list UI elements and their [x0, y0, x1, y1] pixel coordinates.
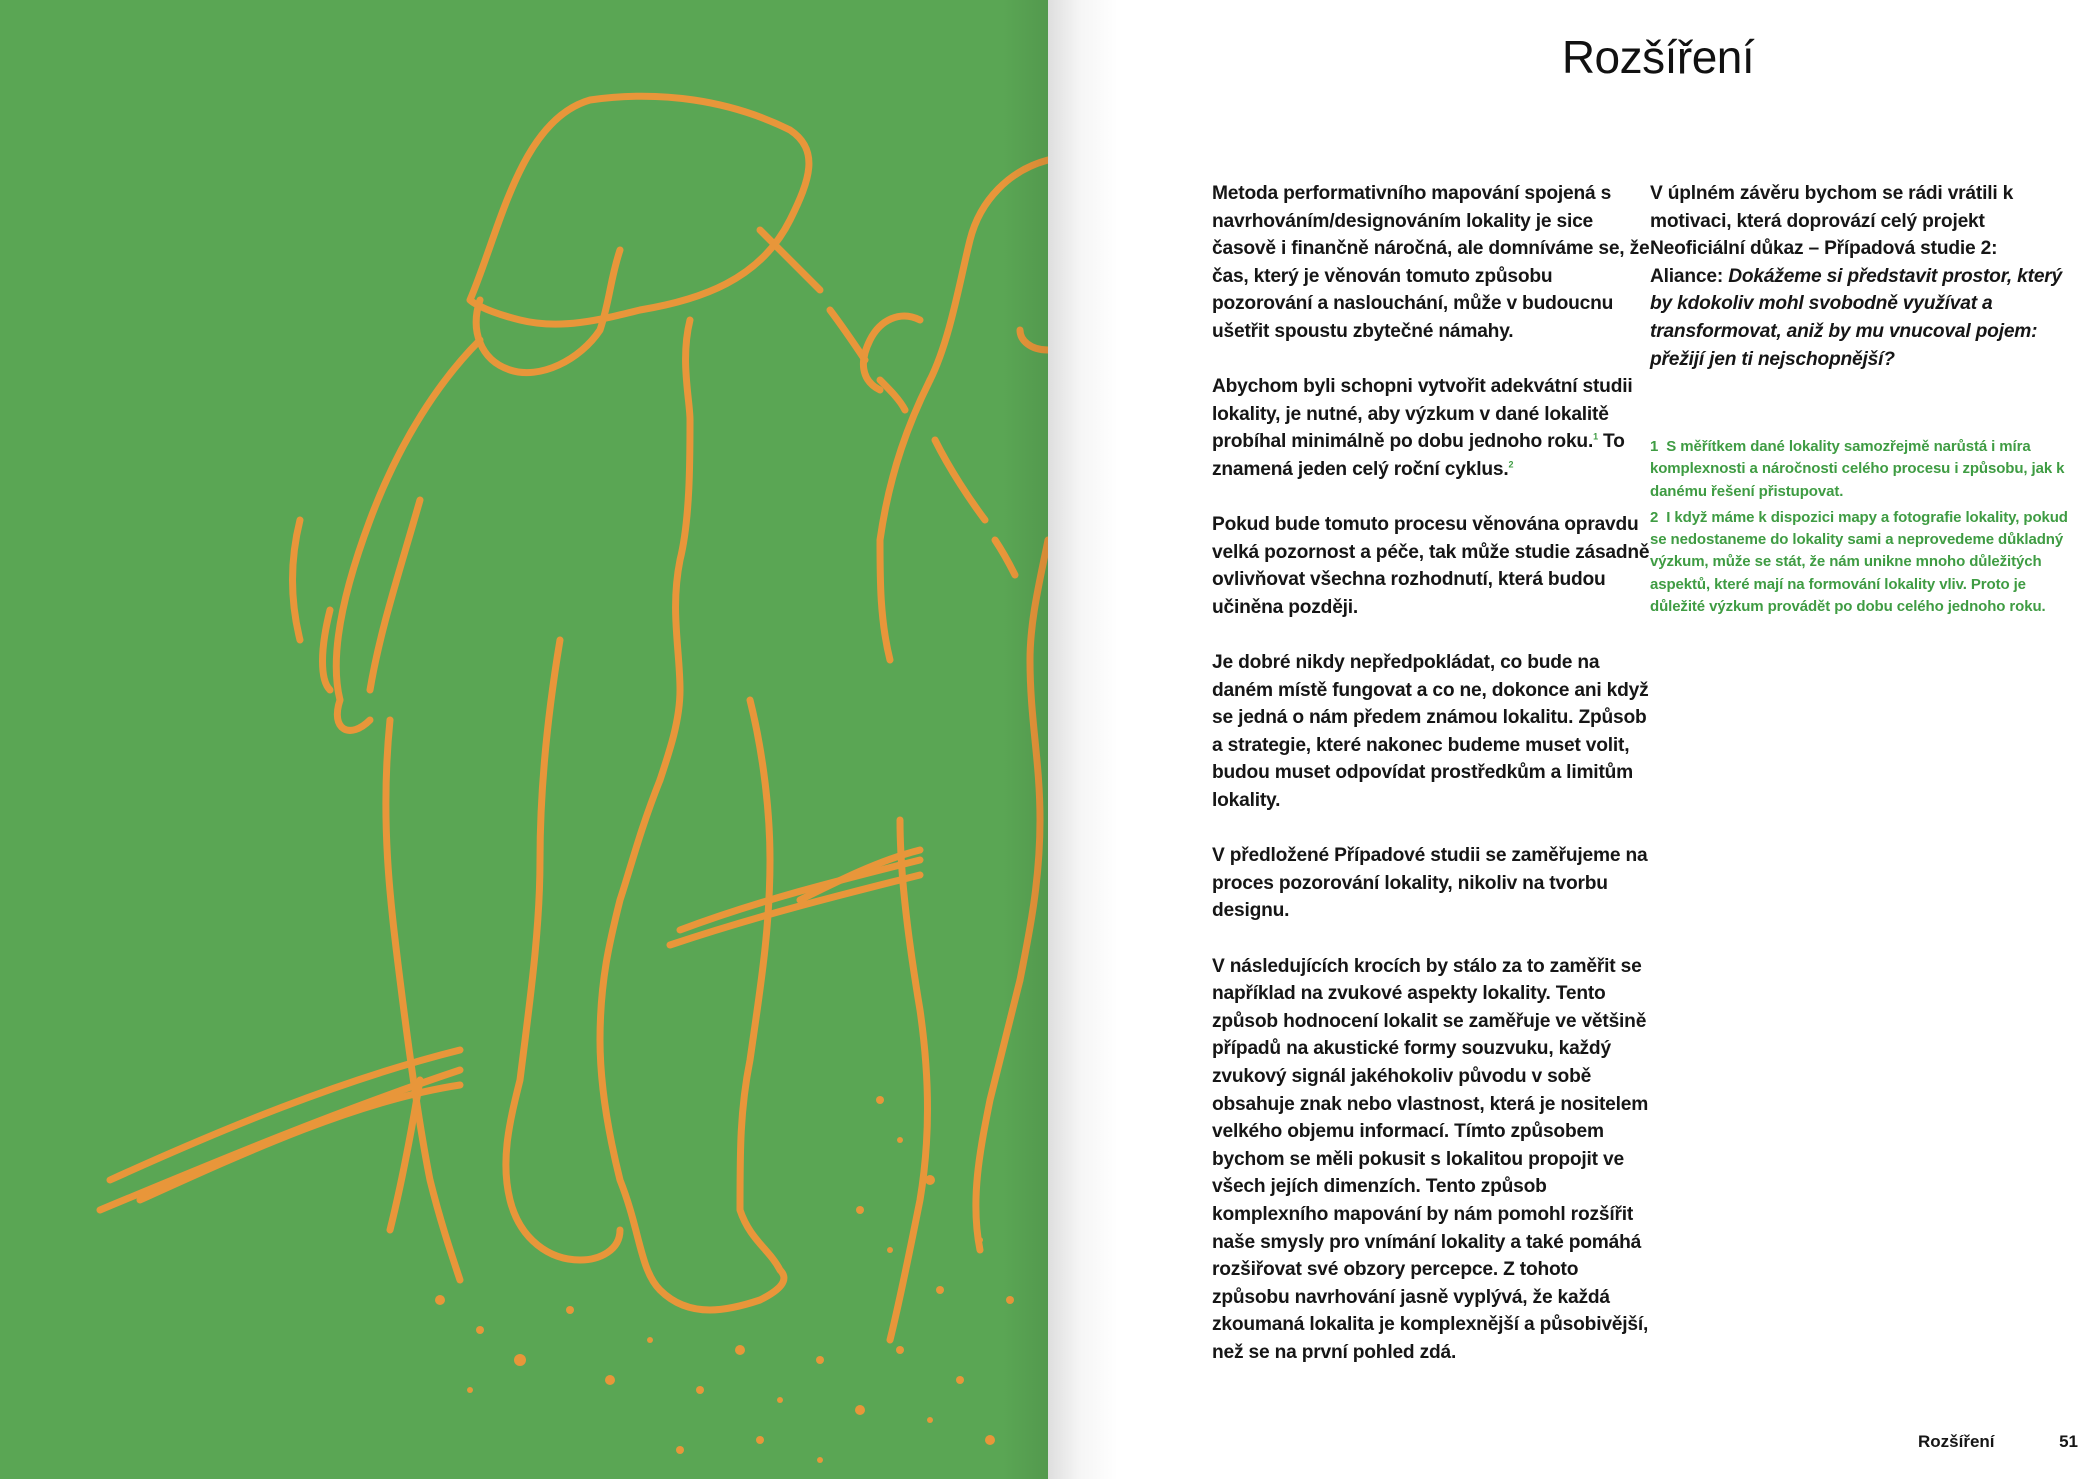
footnote-text: S měřítkem dané lokality samozřejmě narůstá i míra komplexnosti a náročnosti celého procesu i způsobu, jak k danému řešení přistupovat.	[1650, 438, 2065, 500]
footnote-2	[1650, 507, 2070, 618]
main-text-column	[1212, 180, 1652, 1394]
gutter-shadow	[1048, 0, 1118, 1479]
footnote-number: 1	[1650, 438, 1659, 455]
footnote-ref-1[interactable]: 1	[1593, 431, 1598, 442]
paragraph: V předložené Případové studii se zaměřujeme na proces pozorování lokality, nikoliv na tvorbu designu.	[1212, 845, 1648, 922]
paragraph-text: Abychom byli schopni vytvořit adekvátní studii lokality, je nutné, aby výzkum v dané lokalitě probíhal minimálně po dobu jednoho roku.	[1212, 376, 1633, 453]
paragraph: Pokud bude tomuto procesu věnována opravdu velká pozornost a péče, tak může studie zásadně ovlivňovat všechna rozhodnutí, která budou učiněna později.	[1212, 514, 1650, 618]
page-number: 51	[2059, 1432, 2078, 1451]
footnote-1	[1650, 436, 2070, 503]
gutter-shade	[1002, 0, 1048, 1479]
footnotes	[1650, 436, 2070, 622]
footnote-ref-2[interactable]: 2	[1508, 459, 1514, 470]
footnote-number: 2	[1650, 508, 1659, 526]
paragraph-text: To znamená jeden celý roční cyklus.	[1212, 431, 1625, 480]
paragraph: V následujících krocích by stálo za to zaměřit se například na zvukové aspekty lokality. Tento způsob hodnocení lokalit se zaměřuje ve většině případů na akustické formy souzvuku, každý zvukový signál jakéhokoliv původu v sobě obsahuje znak nebo vlastnost, která je nositelem velkého objemu informací. Tímto způsobem bychom se měli pokusit s lokalitou propojit ve všech jejích dimenzích. Tento způsob komplexního mapování by nám pomohl rozšířit naše smysly pro vnímání lokality a také pomáhá rozšiřovat své obzory percepce. Z tohoto způsobu navrhování jasně vyplývá, že každá zkoumaná lokalita je komplexnější a působivější, než se na první pohled zdá.	[1212, 955, 1649, 1363]
text-page	[1048, 0, 2096, 1479]
closing-intro: V úplném závěru bychom se rádi vrátili k motivaci, která doprovází celý projekt Neoficiální důkaz – Případová studie 2: Aliance:	[1650, 183, 2014, 287]
side-text-column	[1650, 180, 2070, 401]
closing-quote: Dokážeme si představit prostor, který by kdokoliv mohl svobodně využívat a transformovat, aniž by mu vnucoval pojem: přežijí jen ti nejschopnější?	[1650, 265, 2063, 370]
paragraph: Metoda performativního mapování spojená s navrhováním/designováním lokality je sice časově i finančně náročná, ale domníváme se, že čas, který je věnován tomuto způsobu pozorování a naslouchání, může v budoucnu ušetřit spoustu zbytečné námahy.	[1212, 183, 1650, 342]
footer-section-title: Rozšíření	[1918, 1432, 1995, 1451]
closing-paragraph	[1650, 180, 2070, 373]
paragraph-with-footnotes	[1212, 373, 1652, 483]
footnote-text: I když máme k dispozici mapy a fotografie lokality, pokud se nedostaneme do lokality sami a neprovedeme důkladný výzkum, může se stát, že nám unikne mnoho důležitých aspektů, které mají na formování lokality vliv. Proto je důležité výzkum provádět po dobu celého jednoho roku.	[1650, 508, 2068, 616]
paragraph: Je dobré nikdy nepředpokládat, co bude na daném místě fungovat a co ne, dokonce ani když se jedná o nám předem známou lokalitu. Způsob a strategie, které nakonec budeme muset volit, budou muset odpovídat prostředkům a limitům lokality.	[1212, 652, 1649, 812]
page-title: Rozšíření	[1561, 31, 1755, 83]
